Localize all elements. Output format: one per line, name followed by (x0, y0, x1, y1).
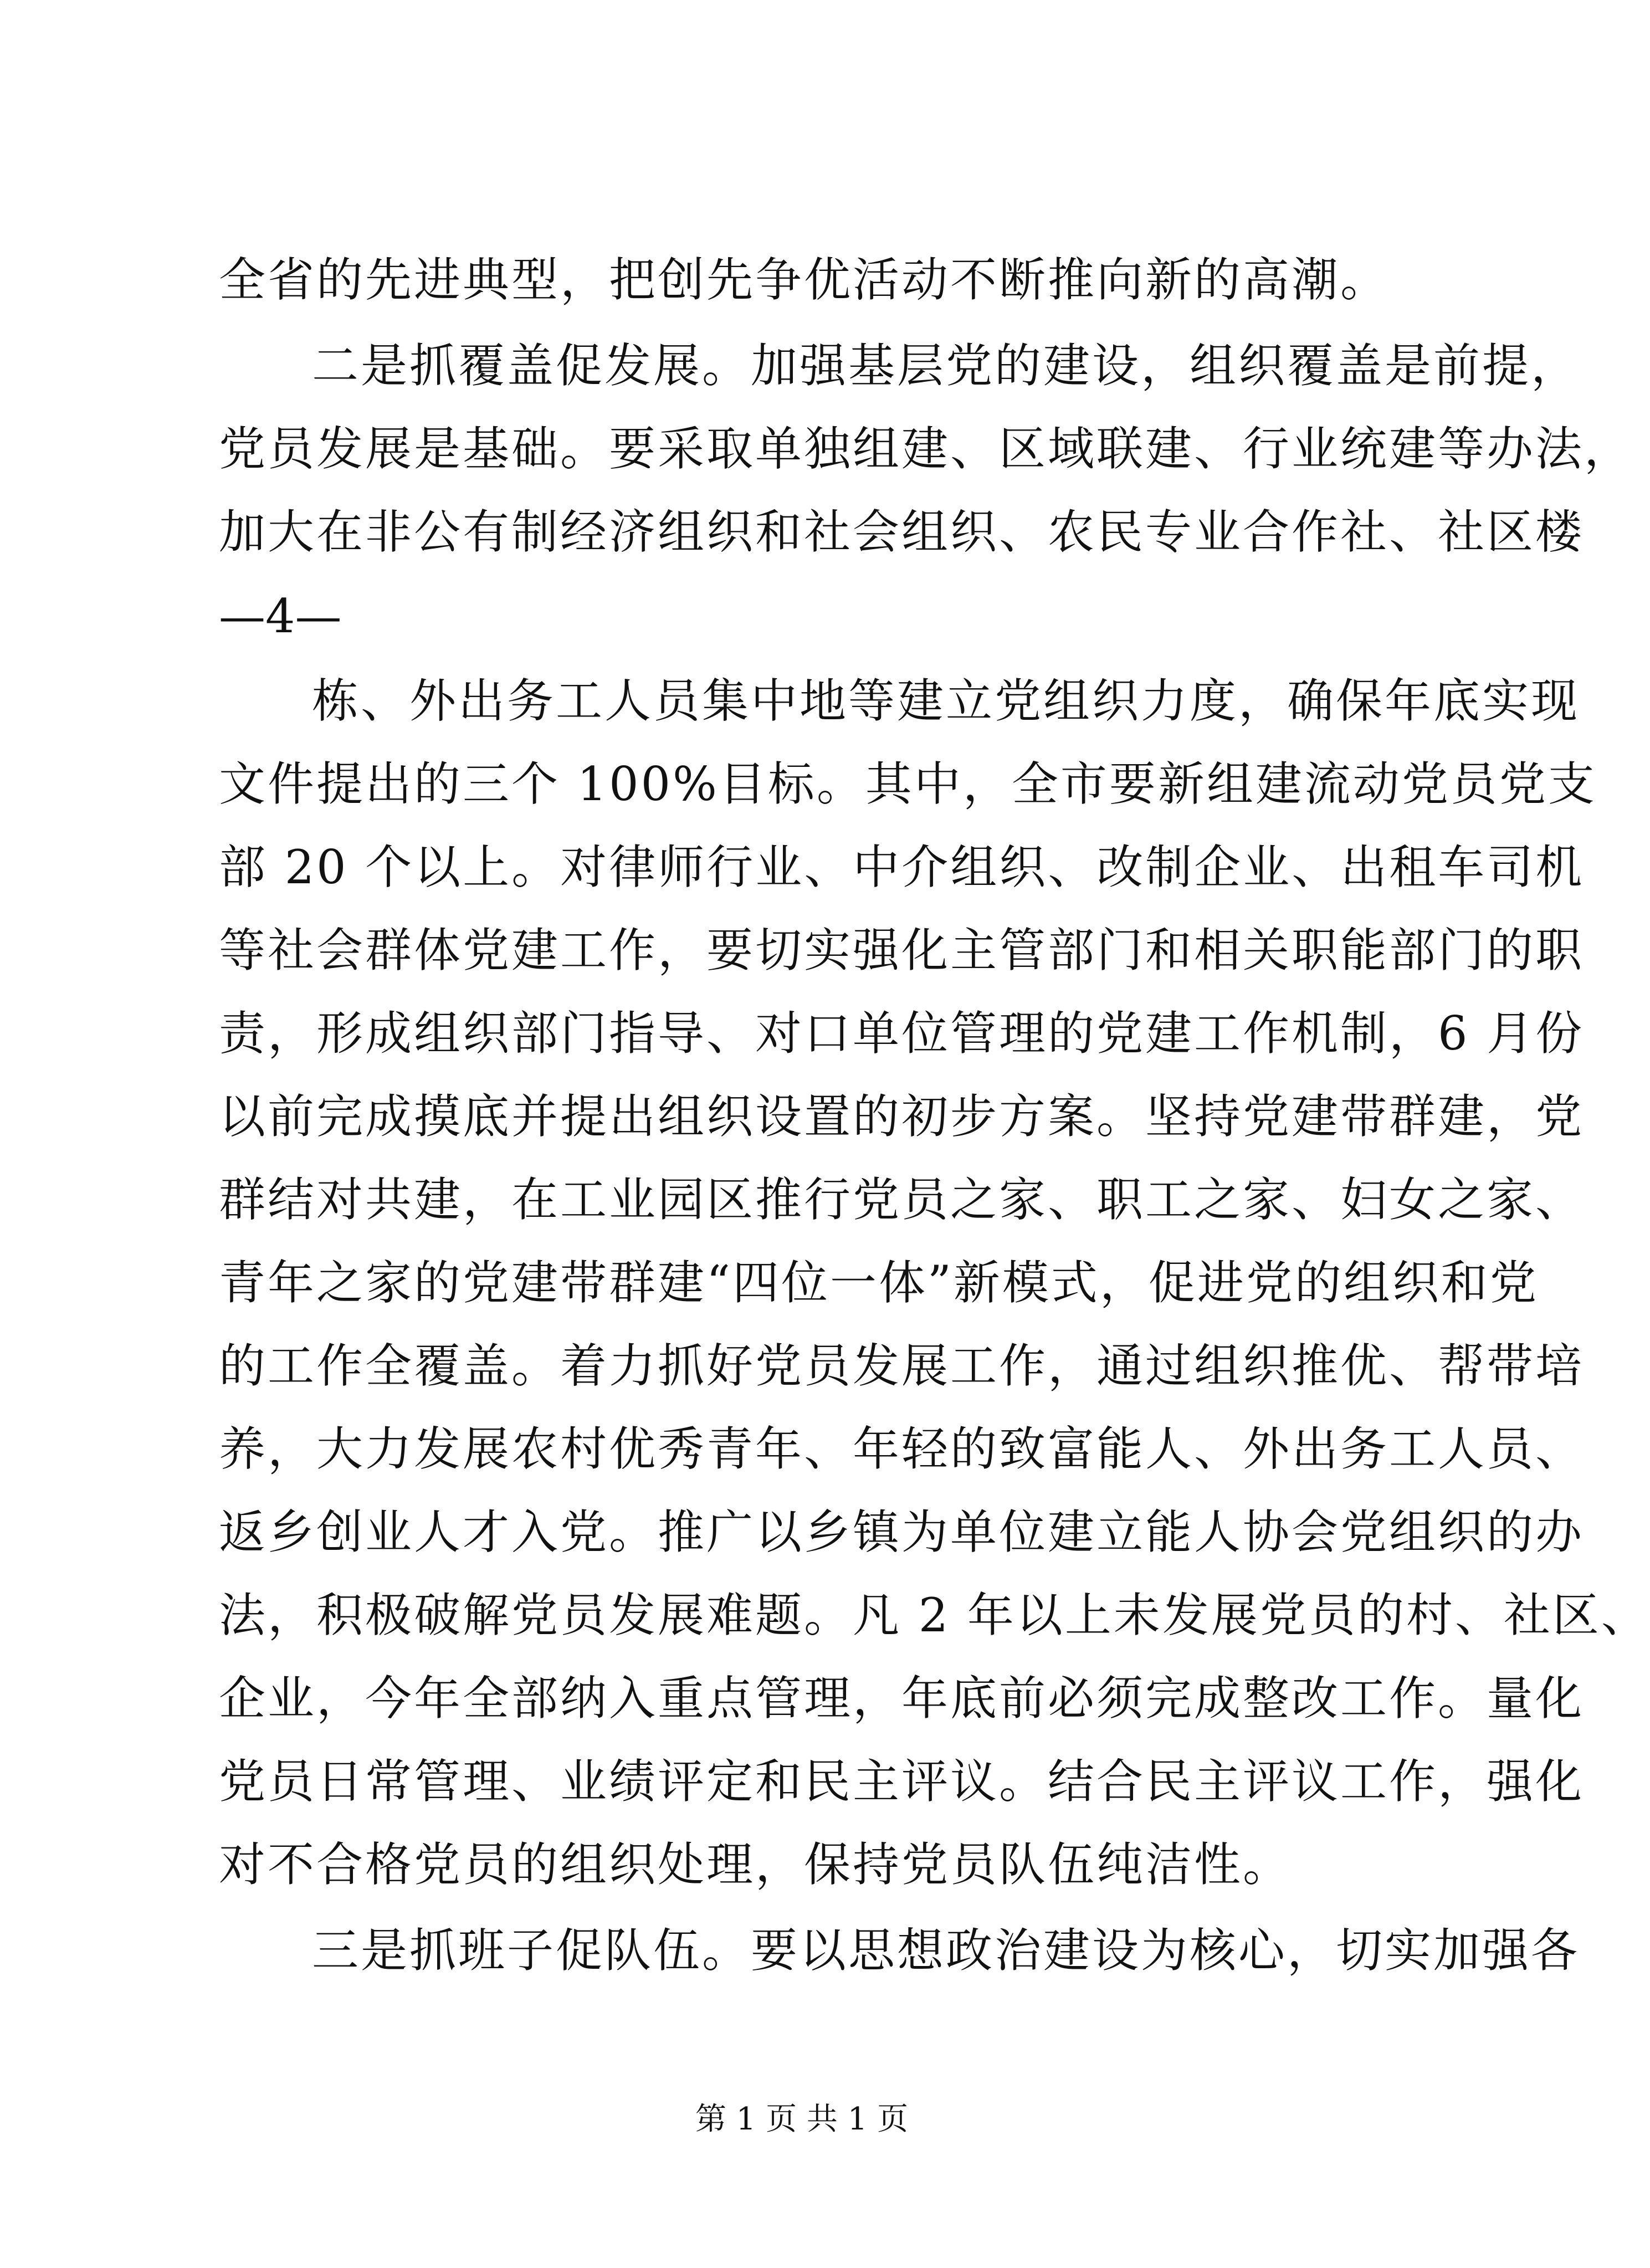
page-footer: 第 1 页 共 1 页 (695, 2101, 909, 2137)
body-line: 加大在非公有制经济组织和社会组织、农民专业合作社、社区楼 (219, 505, 1585, 559)
body-line: 责，形成组织部门指导、对口单位管理的党建工作机制，6 月份 (219, 1006, 1585, 1061)
body-line: 党员发展是基础。要采取单独组建、区域联建、行业统建等办法， (219, 422, 1633, 476)
body-line: 全省的先进典型，把创先争优活动不断推向新的高潮。 (219, 253, 1390, 307)
body-line: 返乡创业人才入党。推广以乡镇为单位建立能人协会党组织的办 (219, 1505, 1585, 1559)
body-line: 养，大力发展农村优秀青年、年轻的致富能人、外出务工人员、 (219, 1422, 1585, 1476)
body-line: 对不合格党员的组织处理，保持党员队伍纯洁性。 (219, 1837, 1292, 1892)
body-line: 群结对共建，在工业园区推行党员之家、职工之家、妇女之家、 (219, 1173, 1585, 1227)
body-line: 栋、外出务工人员集中地等建立党组织力度，确保年底实现 (312, 674, 1580, 728)
body-line: 三是抓班子促队伍。要以思想政治建设为核心，切实加强各 (312, 1923, 1580, 1978)
body-line: 等社会群体党建工作，要切实强化主管部门和相关职能部门的职 (219, 923, 1585, 977)
body-line: 的工作全覆盖。着力抓好党员发展工作，通过组织推优、帮带培 (219, 1339, 1585, 1393)
body-line: 部 20 个以上。对律师行业、中介组织、改制企业、出租车司机 (219, 840, 1585, 894)
page-marker: —4— (219, 589, 342, 643)
body-line: 二是抓覆盖促发展。加强基层党的建设，组织覆盖是前提， (312, 339, 1580, 393)
body-line: 青年之家的党建带群建“四位一体”新模式，促进党的组织和党 (219, 1256, 1539, 1310)
body-line: 法，积极破解党员发展难题。凡 2 年以上未发展党员的村、社区、 (219, 1588, 1650, 1642)
body-line: 党员日常管理、业绩评定和民主评议。结合民主评议工作，强化 (219, 1754, 1585, 1809)
body-line: 企业，今年全部纳入重点管理，年底前必须完成整改工作。量化 (219, 1671, 1585, 1726)
body-line: 文件提出的三个 100%目标。其中，全市要新组建流动党员党支 (219, 757, 1597, 811)
body-line: 以前完成摸底并提出组织设置的初步方案。坚持党建带群建，党 (219, 1089, 1585, 1144)
